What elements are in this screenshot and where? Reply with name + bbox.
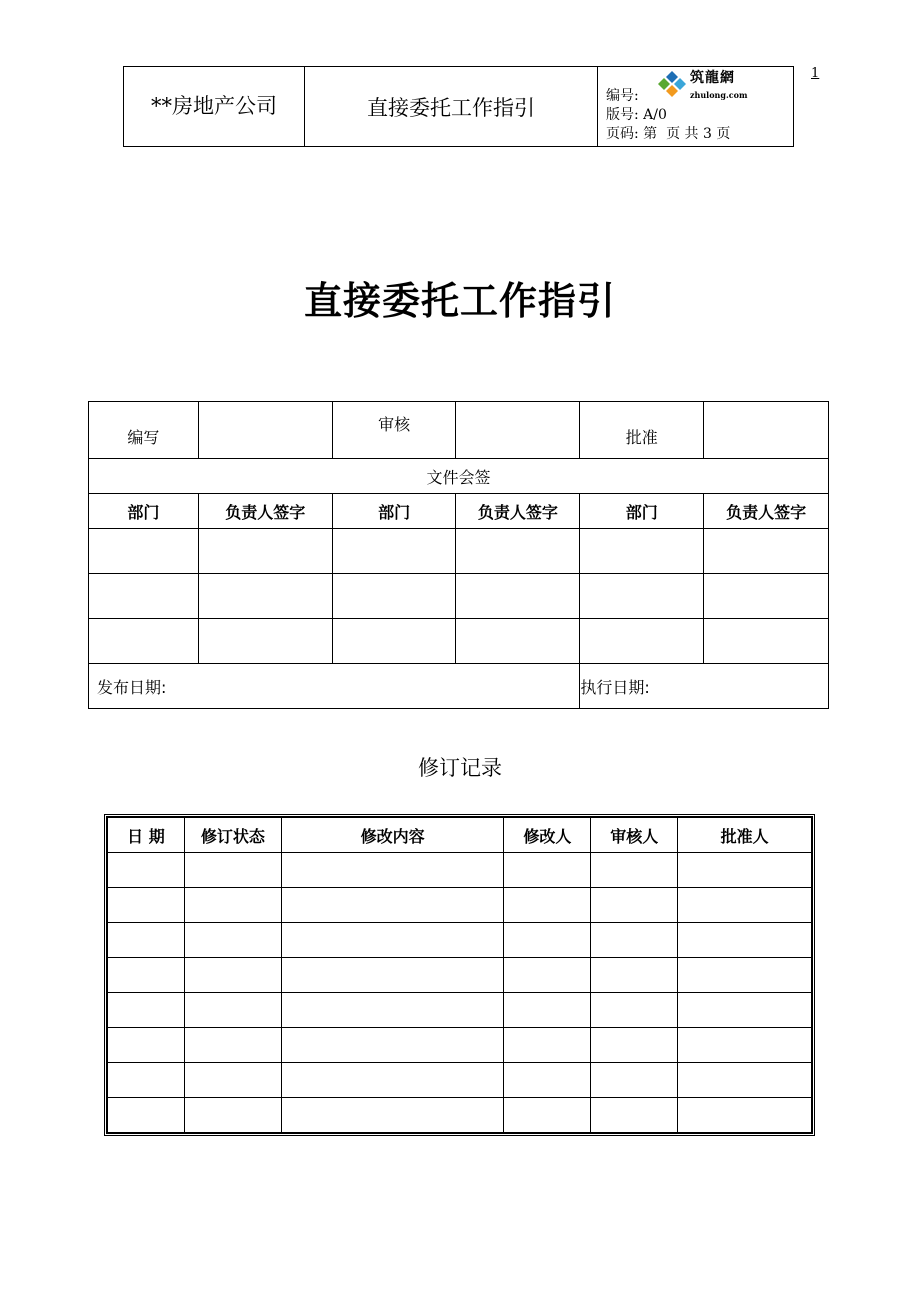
revision-title: 修订记录: [418, 756, 502, 780]
cell[interactable]: [332, 529, 456, 574]
revision-row: [108, 993, 812, 1028]
cell[interactable]: [184, 888, 281, 923]
cell[interactable]: [108, 923, 185, 958]
cell[interactable]: [591, 923, 678, 958]
logo-mark-icon: [656, 69, 688, 99]
cell[interactable]: [580, 619, 704, 664]
cell[interactable]: [332, 619, 456, 664]
countersign-row: [89, 529, 829, 574]
document-header: [123, 66, 794, 147]
col-date: 日 期: [108, 818, 185, 853]
cell[interactable]: [678, 923, 812, 958]
cell[interactable]: [504, 853, 591, 888]
cell[interactable]: [184, 1063, 281, 1098]
cell[interactable]: [281, 1098, 504, 1133]
cell[interactable]: [591, 1063, 678, 1098]
cell[interactable]: [704, 529, 829, 574]
cell[interactable]: [456, 619, 580, 664]
number-label: 编号:: [606, 88, 639, 104]
cell[interactable]: [108, 958, 185, 993]
cell[interactable]: [591, 958, 678, 993]
cell[interactable]: [591, 1098, 678, 1133]
cell[interactable]: [332, 574, 456, 619]
revision-row: [108, 1098, 812, 1133]
signer-header: 负责人签字: [198, 494, 332, 529]
signer-header: 负责人签字: [704, 494, 829, 529]
page-label: 页码: 第 页 共 3 页: [606, 126, 731, 142]
revision-row: [108, 853, 812, 888]
cell[interactable]: [89, 529, 199, 574]
write-label: 编写: [89, 402, 199, 459]
cell[interactable]: [184, 1028, 281, 1063]
countersign-row: [89, 619, 829, 664]
cell[interactable]: [89, 574, 199, 619]
release-date[interactable]: [89, 664, 580, 709]
exec-date-label: 执行日期:: [580, 677, 650, 697]
revision-row: [108, 923, 812, 958]
cell[interactable]: [281, 993, 504, 1028]
header-doc-title: 直接委托工作指引: [305, 67, 598, 147]
cell[interactable]: [198, 619, 332, 664]
revision-table-frame: [104, 814, 815, 1136]
cell[interactable]: [591, 1028, 678, 1063]
col-approver: 批准人: [678, 818, 812, 853]
col-content: 修改内容: [281, 818, 504, 853]
dept-header: 部门: [89, 494, 199, 529]
cell[interactable]: [108, 1028, 185, 1063]
cell[interactable]: [591, 888, 678, 923]
cell[interactable]: [89, 619, 199, 664]
dept-header: 部门: [580, 494, 704, 529]
col-reviewer: 审核人: [591, 818, 678, 853]
cell[interactable]: [108, 853, 185, 888]
dept-header: 部门: [332, 494, 456, 529]
cell[interactable]: [678, 853, 812, 888]
cell[interactable]: [456, 574, 580, 619]
cell[interactable]: [678, 958, 812, 993]
cell[interactable]: [184, 853, 281, 888]
revision-row: [108, 1028, 812, 1063]
cell[interactable]: [580, 529, 704, 574]
cell[interactable]: [456, 529, 580, 574]
doc-meta: [598, 67, 794, 147]
cell[interactable]: [678, 993, 812, 1028]
revision-table: [107, 817, 812, 1133]
write-signature-cell[interactable]: [198, 402, 332, 459]
cell[interactable]: [281, 1063, 504, 1098]
cell[interactable]: [184, 993, 281, 1028]
revision-row: [108, 1063, 812, 1098]
cell[interactable]: [504, 888, 591, 923]
cell[interactable]: [108, 1063, 185, 1098]
cell[interactable]: [281, 888, 504, 923]
review-label: 审核: [332, 402, 456, 459]
col-status: 修订状态: [184, 818, 281, 853]
cell[interactable]: [678, 1028, 812, 1063]
main-title: 直接委托工作指引: [303, 279, 616, 323]
exec-date[interactable]: [580, 664, 829, 709]
page-number: 1: [811, 66, 820, 81]
cell[interactable]: [281, 923, 504, 958]
cell[interactable]: [580, 574, 704, 619]
cell[interactable]: [504, 1063, 591, 1098]
cell[interactable]: [504, 958, 591, 993]
company-name: **房地产公司: [124, 67, 305, 147]
cell[interactable]: [108, 888, 185, 923]
logo-text: 筑龍網: [690, 70, 735, 86]
approval-table: [88, 401, 829, 709]
cell[interactable]: [184, 923, 281, 958]
cell[interactable]: [198, 574, 332, 619]
cell[interactable]: [198, 529, 332, 574]
release-date-label: 发布日期:: [97, 677, 167, 697]
cell[interactable]: [184, 1098, 281, 1133]
cell[interactable]: [591, 993, 678, 1028]
countersign-row: [89, 574, 829, 619]
revision-row: [108, 888, 812, 923]
cell[interactable]: [678, 1098, 812, 1133]
logo-url: zhulong.com: [690, 90, 748, 100]
review-signature-cell[interactable]: [456, 402, 580, 459]
cell[interactable]: [591, 853, 678, 888]
cell[interactable]: [504, 1098, 591, 1133]
col-modifier: 修改人: [504, 818, 591, 853]
approve-signature-cell[interactable]: [704, 402, 829, 459]
countersign-label: 文件会签: [89, 459, 829, 494]
cell[interactable]: [108, 993, 185, 1028]
cell[interactable]: [281, 958, 504, 993]
cell[interactable]: [108, 1098, 185, 1133]
revision-row: [108, 958, 812, 993]
approve-label: 批准: [580, 402, 704, 459]
cell[interactable]: [504, 923, 591, 958]
cell[interactable]: [184, 958, 281, 993]
cell[interactable]: [281, 1028, 504, 1063]
zhulong-logo: [656, 69, 746, 99]
cell[interactable]: [281, 853, 504, 888]
cell[interactable]: [504, 993, 591, 1028]
cell[interactable]: [704, 619, 829, 664]
cell[interactable]: [678, 888, 812, 923]
cell[interactable]: [704, 574, 829, 619]
version-label: 版号: A/0: [606, 107, 667, 123]
cell[interactable]: [678, 1063, 812, 1098]
signer-header: 负责人签字: [456, 494, 580, 529]
cell[interactable]: [504, 1028, 591, 1063]
